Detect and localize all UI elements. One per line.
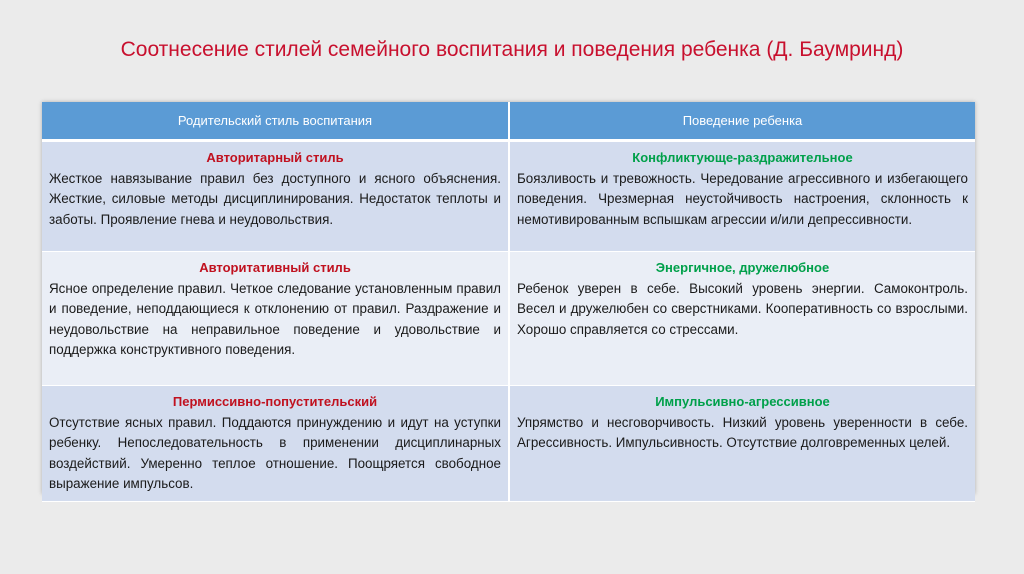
child-behavior-description: Упрямство и несговорчивость. Низкий уровень уверенности в себе. Агрессивность. Импульсивность. Отсутствие долговременных целей. (517, 414, 968, 450)
parent-style-description: Отсутствие ясных правил. Поддаются принуждению и идут на уступки ребенку. Непоследовательность в применении дисциплинарных воздействий. Умеренно теплое отношение. Поощряется свободное выражение импульсов. (49, 414, 501, 491)
table-row (42, 141, 975, 252)
parent-style-heading: Авторитативный стиль (199, 260, 351, 275)
table-header-row (42, 102, 975, 141)
header-child-behavior: Поведение ребенка (509, 102, 975, 141)
child-behavior-heading: Энергичное, дружелюбное (655, 260, 830, 275)
child-behavior-heading: Конфликтующе-раздражительное (632, 150, 853, 165)
parent-style-description: Ясное определение правил. Четкое следование установленным правил и поведение, неподдающиеся к отклонению от правил. Раздражение и неудовольствие на неправильное поведение и удовольствие и поддержка конструктивного поведения. (49, 280, 501, 357)
child-behavior-heading: Импульсивно-агрессивное (655, 394, 830, 409)
slide-title: Соотнесение стилей семейного воспитания и поведения ребенка (Д. Баумринд) (120, 38, 904, 61)
parent-style-cell (42, 252, 509, 386)
child-behavior-description: Ребенок уверен в себе. Высокий уровень энергии. Самоконтроль. Весел и дружелюбен со сверстниками. Кооперативность со взрослыми. Хорошо справляется со стрессами. (517, 280, 968, 337)
parent-style-description: Жесткое навязывание правил без доступного и ясного объяснения. Жесткие, силовые методы дисциплинирования. Недостаток теплоты и заботы. Проявление гнева и неудовольствия. (49, 170, 501, 227)
parent-style-cell (42, 386, 509, 502)
table-row (42, 252, 975, 386)
table-row (42, 386, 975, 502)
parent-style-heading: Пермиссивно-попустительский (172, 394, 378, 409)
styles-table (42, 102, 975, 502)
child-behavior-description: Боязливость и тревожность. Чередование агрессивного и избегающего поведения. Чрезмерная неустойчивость настроения, склонность к немотивированным вспышкам агрессии и/или депрессивности. (517, 170, 968, 227)
comparison-table (42, 102, 975, 494)
child-behavior-cell (509, 386, 975, 502)
child-behavior-cell (509, 252, 975, 386)
header-parent-style: Родительский стиль воспитания (42, 102, 509, 141)
parent-style-heading: Авторитарный стиль (206, 150, 344, 165)
child-behavior-cell (509, 141, 975, 252)
parent-style-cell (42, 141, 509, 252)
